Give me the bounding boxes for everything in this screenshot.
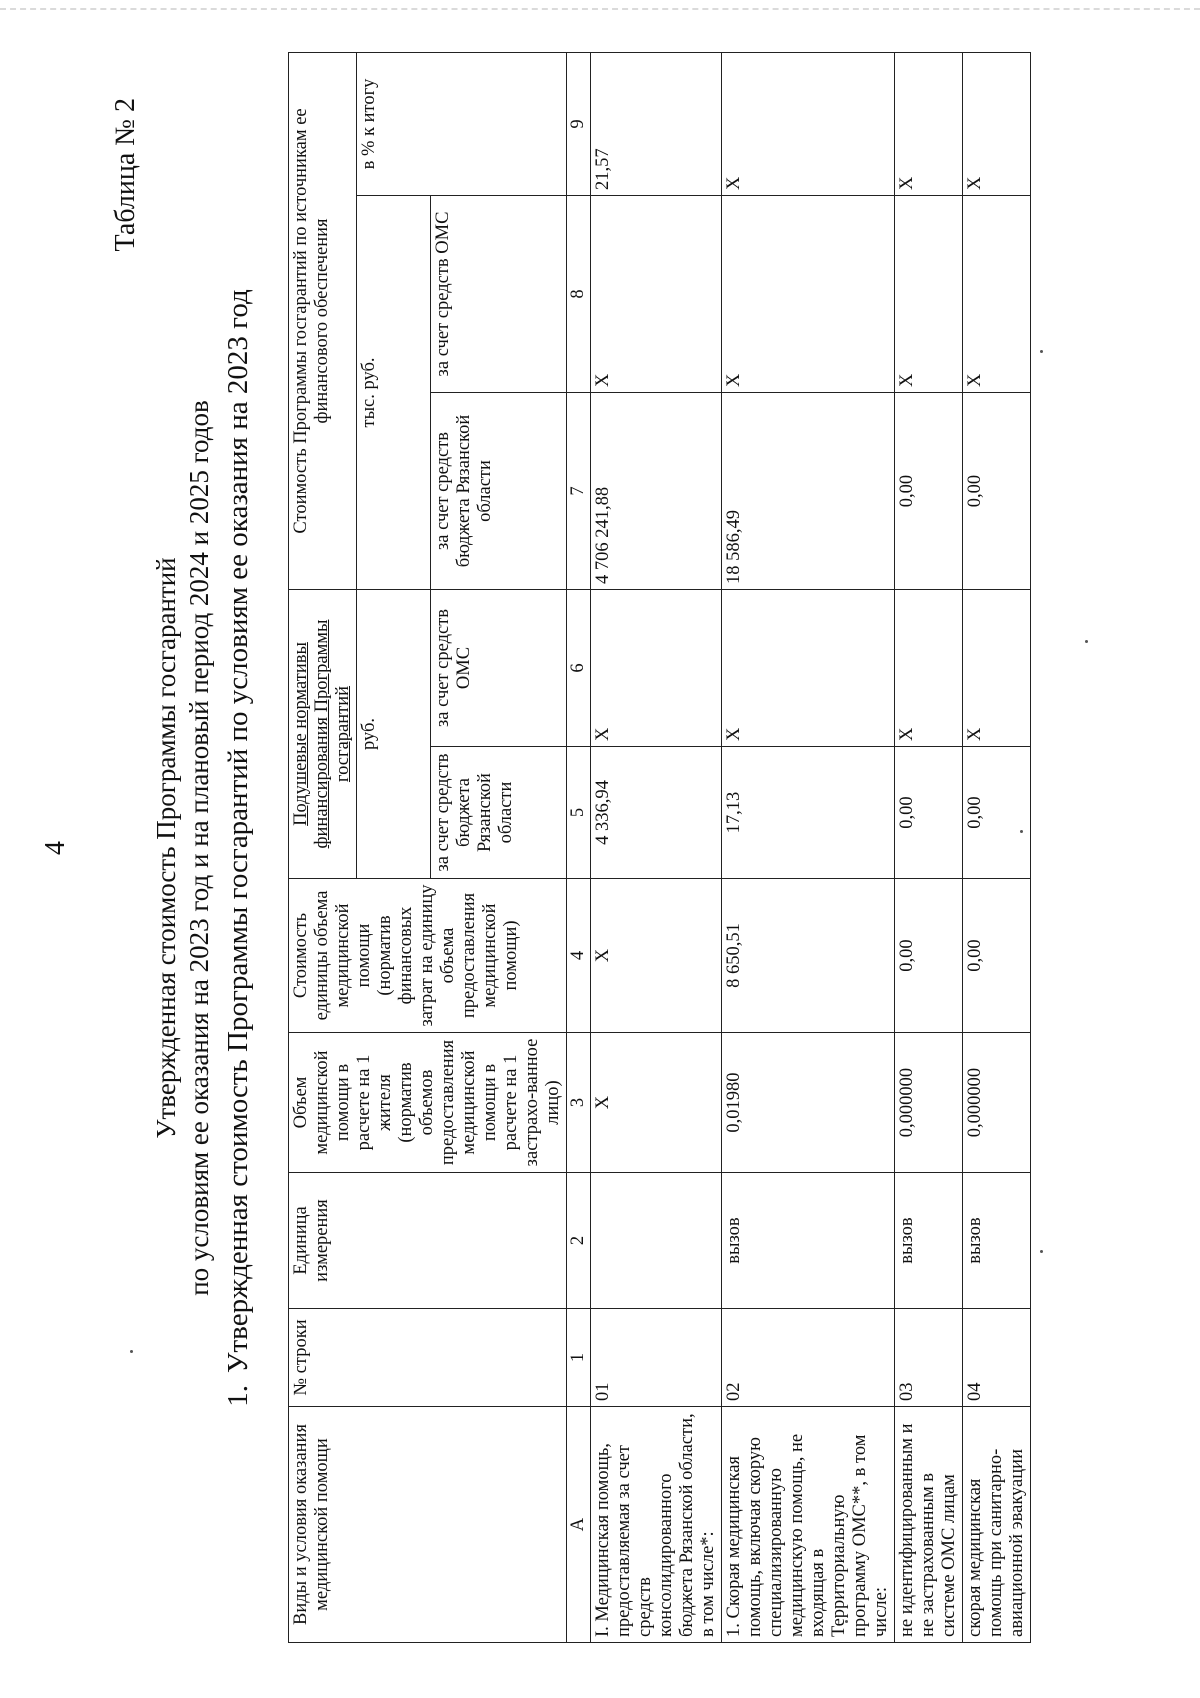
- row-unit-cost: 0,00: [895, 879, 963, 1033]
- row-unit-cost: 0,00: [963, 879, 1031, 1033]
- row-line-number: 03: [895, 1309, 963, 1407]
- column-number: 1: [567, 1309, 591, 1407]
- column-number: 9: [567, 52, 591, 195]
- section-heading: [222, 98, 255, 1598]
- section-title-text: Утвержденная стоимость Программы госгарантий по условиям ее оказания на 2023 год: [222, 289, 254, 1374]
- column-number: 2: [567, 1173, 591, 1309]
- header-col-9: в % к итогу: [357, 52, 567, 195]
- row-name: 1. Скорая медицинская помощь, включая скорую специализированную медицинскую помощь, не входящая в Территориальную программу ОМС**, в том числе:: [722, 1407, 895, 1643]
- row-percent: Х: [895, 52, 963, 195]
- column-number: А: [567, 1407, 591, 1643]
- row-unit: вызов: [895, 1173, 963, 1309]
- row-norm-oms: Х: [895, 590, 963, 747]
- section-number: 1.: [222, 1385, 254, 1407]
- header-col-4: Стоимость единицы объема медицинской помощи (норматив финансовых затрат на единицу объема предоставления медицинской помощи): [289, 879, 567, 1033]
- header-cost-unit: тыс. руб.: [357, 196, 431, 590]
- row-unit-cost: 8 650,51: [722, 879, 895, 1033]
- column-number: 4: [567, 879, 591, 1033]
- row-volume: 0,000000: [963, 1033, 1031, 1173]
- row-volume: 0,000000: [895, 1033, 963, 1173]
- row-norm-budget: 17,13: [722, 747, 895, 879]
- row-percent: Х: [963, 52, 1031, 195]
- row-cost-oms: Х: [895, 196, 963, 393]
- row-cost-budget: 0,00: [963, 393, 1031, 590]
- column-number: 6: [567, 590, 591, 747]
- row-line-number: 02: [722, 1309, 895, 1407]
- header-col-2: Единица измерения: [289, 1173, 567, 1309]
- cost-table: [288, 52, 1031, 1643]
- table-label: Таблица № 2: [110, 98, 141, 252]
- row-unit: вызов: [963, 1173, 1031, 1309]
- column-number: 5: [567, 747, 591, 879]
- row-norm-budget: 0,00: [895, 747, 963, 879]
- header-col-6: за счет средств ОМС: [431, 590, 567, 747]
- row-norm-oms: Х: [963, 590, 1031, 747]
- column-number: 8: [567, 196, 591, 393]
- header-group-norms-label: Подушевые нормативы финансирования Программы госгарантий: [291, 619, 353, 849]
- column-number-row: [567, 52, 591, 1642]
- header-group-cost-label: Стоимость Программы госгарантий по источникам ее финансового обеспечения: [291, 108, 332, 534]
- row-percent: 21,57: [591, 52, 722, 195]
- row-norm-budget: 4 336,94: [591, 747, 722, 879]
- column-number: 7: [567, 393, 591, 590]
- title-line-1: Утвержденная стоимость Программы госгарантий: [151, 557, 181, 1139]
- header-col-5: за счет средств бюджета Рязанской области: [431, 747, 567, 879]
- header-col-1: № строки: [289, 1309, 567, 1407]
- row-unit-cost: Х: [591, 879, 722, 1033]
- row-norm-oms: Х: [591, 590, 722, 747]
- page-number: 4: [40, 841, 71, 855]
- header-col-7: за счет средств бюджета Рязанской области: [431, 393, 567, 590]
- row-unit: вызов: [722, 1173, 895, 1309]
- table-row: [591, 52, 722, 1642]
- row-name: скорая медицинская помощь при санитарно-авиационной эвакуации: [963, 1407, 1031, 1643]
- document-title: [150, 98, 216, 1598]
- header-norms-unit: руб.: [357, 590, 431, 879]
- row-volume: 0,01980: [722, 1033, 895, 1173]
- row-cost-budget: 4 706 241,88: [591, 393, 722, 590]
- row-cost-oms: Х: [963, 196, 1031, 393]
- header-col-a: Виды и условия оказания медицинской помощи: [289, 1407, 567, 1643]
- table-row: [895, 52, 963, 1642]
- row-name: не идентифицированным и не застрахованным в системе ОМС лицам: [895, 1407, 963, 1643]
- row-name: I. Медицинская помощь, предоставляемая за счет средств консолидированного бюджета Рязанской области, в том числе*:: [591, 1407, 722, 1643]
- header-row-1: [289, 52, 357, 1642]
- row-unit: [591, 1173, 722, 1309]
- header-group-norms: [289, 590, 357, 879]
- table-row: [722, 52, 895, 1642]
- header-col-3: Объем медицинской помощи в расчете на 1 жителя (норматив объемов предоставления медицинской помощи в расчете на 1 застрахо-ванное лицо): [289, 1033, 567, 1173]
- row-norm-oms: Х: [722, 590, 895, 747]
- header-col-8: за счет средств ОМС: [431, 196, 567, 393]
- row-line-number: 01: [591, 1309, 722, 1407]
- row-percent: Х: [722, 52, 895, 195]
- row-norm-budget: 0,00: [963, 747, 1031, 879]
- column-number: 3: [567, 1033, 591, 1173]
- table-row: [963, 52, 1031, 1642]
- row-cost-oms: Х: [722, 196, 895, 393]
- row-cost-budget: 18 586,49: [722, 393, 895, 590]
- row-cost-oms: Х: [591, 196, 722, 393]
- title-line-2: по условиям ее оказания на 2023 год и на плановый период 2024 и 2025 годов: [184, 400, 214, 1296]
- row-line-number: 04: [963, 1309, 1031, 1407]
- row-volume: Х: [591, 1033, 722, 1173]
- row-cost-budget: 0,00: [895, 393, 963, 590]
- header-group-cost: [289, 52, 357, 589]
